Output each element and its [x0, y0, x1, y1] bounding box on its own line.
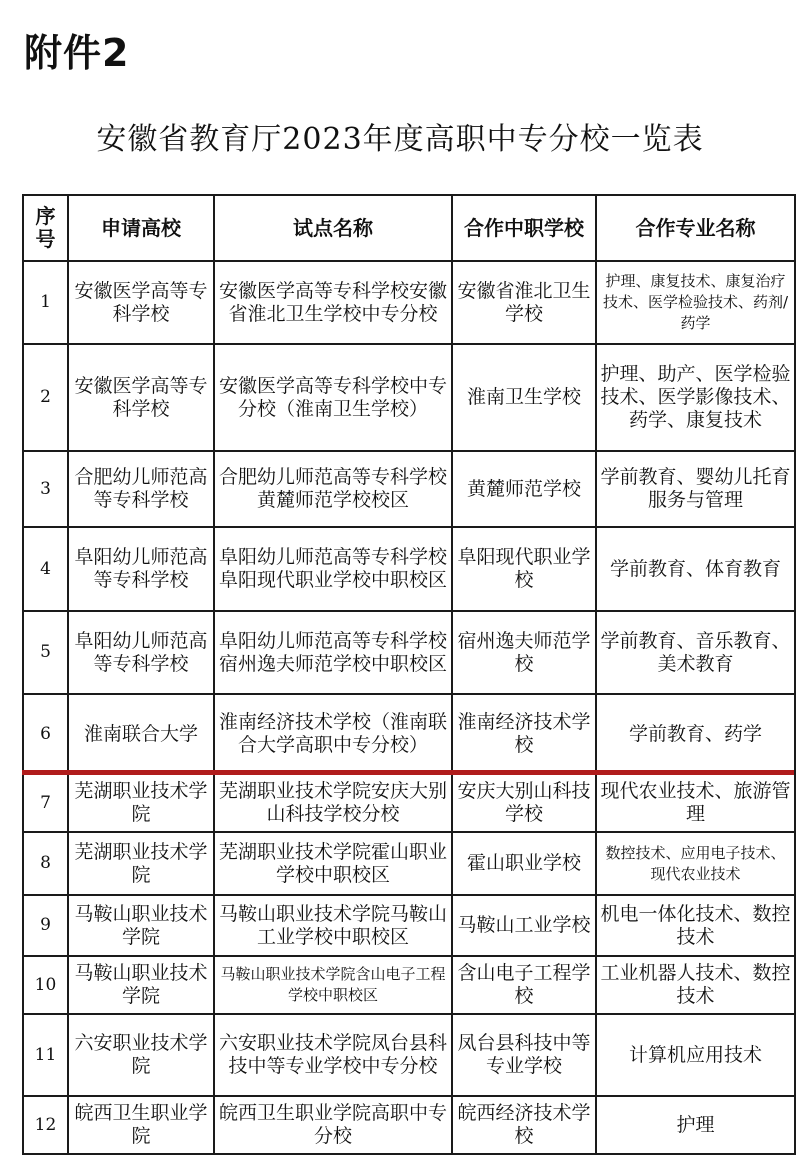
partner-school: 含山电子工程学校 — [452, 956, 596, 1014]
applying-college: 芜湖职业技术学院 — [68, 774, 214, 832]
header-index: 序号 — [23, 195, 68, 261]
pilot-name: 六安职业技术学院凤台县科技中等专业学校中专分校 — [214, 1014, 452, 1096]
table-header-row — [23, 195, 795, 261]
partner-school: 阜阳现代职业学校 — [452, 527, 596, 611]
row-index: 11 — [23, 1014, 68, 1096]
majors: 护理、助产、医学检验技术、医学影像技术、药学、康复技术 — [596, 344, 795, 451]
applying-college: 合肥幼儿师范高等专科学校 — [68, 451, 214, 527]
pilot-name: 安徽医学高等专科学校安徽省淮北卫生学校中专分校 — [214, 261, 452, 344]
row-index: 5 — [23, 611, 68, 694]
table-row — [23, 774, 795, 832]
table-row — [23, 1014, 795, 1096]
majors: 计算机应用技术 — [596, 1014, 795, 1096]
majors: 数控技术、应用电子技术、现代农业技术 — [596, 832, 795, 895]
row-index: 6 — [23, 694, 68, 774]
partner-school: 皖西经济技术学校 — [452, 1096, 596, 1154]
pilot-name: 皖西卫生职业学院高职中专分校 — [214, 1096, 452, 1154]
table-row — [23, 611, 795, 694]
table-row — [23, 527, 795, 611]
applying-college: 淮南联合大学 — [68, 694, 214, 774]
table-row — [23, 895, 795, 956]
table-row — [23, 694, 795, 774]
row-index: 3 — [23, 451, 68, 527]
pilot-name: 安徽医学高等专科学校中专分校（淮南卫生学校） — [214, 344, 452, 451]
row-index: 8 — [23, 832, 68, 895]
partner-school: 淮南卫生学校 — [452, 344, 596, 451]
majors: 学前教育、药学 — [596, 694, 795, 774]
partner-school: 黄麓师范学校 — [452, 451, 596, 527]
school-list-table — [22, 194, 796, 1155]
row-index: 1 — [23, 261, 68, 344]
partner-school: 宿州逸夫师范学校 — [452, 611, 596, 694]
partner-school: 安庆大别山科技学校 — [452, 774, 596, 832]
partner-school: 淮南经济技术学校 — [452, 694, 596, 774]
pilot-name: 阜阳幼儿师范高等专科学校宿州逸夫师范学校中职校区 — [214, 611, 452, 694]
majors: 学前教育、音乐教育、美术教育 — [596, 611, 795, 694]
applying-college: 马鞍山职业技术学院 — [68, 895, 214, 956]
majors: 学前教育、体育教育 — [596, 527, 795, 611]
majors: 工业机器人技术、数控技术 — [596, 956, 795, 1014]
row-index: 10 — [23, 956, 68, 1014]
attachment-label: 附件2 — [24, 31, 130, 75]
pilot-name: 马鞍山职业技术学院马鞍山工业学校中职校区 — [214, 895, 452, 956]
row-index: 12 — [23, 1096, 68, 1154]
pilot-name: 淮南经济技术学校（淮南联合大学高职中专分校） — [214, 694, 452, 774]
majors: 护理 — [596, 1096, 795, 1154]
header-applying-college: 申请高校 — [68, 195, 214, 261]
applying-college: 芜湖职业技术学院 — [68, 832, 214, 895]
pilot-name: 马鞍山职业技术学院含山电子工程学校中职校区 — [214, 956, 452, 1014]
table-row — [23, 956, 795, 1014]
majors: 现代农业技术、旅游管理 — [596, 774, 795, 832]
pilot-name: 合肥幼儿师范高等专科学校黄麓师范学校校区 — [214, 451, 452, 527]
row-index: 2 — [23, 344, 68, 451]
applying-college: 马鞍山职业技术学院 — [68, 956, 214, 1014]
majors: 学前教育、婴幼儿托育服务与管理 — [596, 451, 795, 527]
header-partner-school: 合作中职学校 — [452, 195, 596, 261]
partner-school: 凤台县科技中等专业学校 — [452, 1014, 596, 1096]
pilot-name: 芜湖职业技术学院安庆大别山科技学校分校 — [214, 774, 452, 832]
pilot-name: 芜湖职业技术学院霍山职业学校中职校区 — [214, 832, 452, 895]
majors: 护理、康复技术、康复治疗技术、医学检验技术、药剂/药学 — [596, 261, 795, 344]
pilot-name: 阜阳幼儿师范高等专科学校阜阳现代职业学校中职校区 — [214, 527, 452, 611]
applying-college: 安徽医学高等专科学校 — [68, 344, 214, 451]
partner-school: 马鞍山工业学校 — [452, 895, 596, 956]
table-row — [23, 261, 795, 344]
document-title: 安徽省教育厅2023年度高职中专分校一览表 — [96, 122, 704, 157]
header-majors: 合作专业名称 — [596, 195, 795, 261]
applying-college: 安徽医学高等专科学校 — [68, 261, 214, 344]
table-row — [23, 832, 795, 895]
table-row — [23, 1096, 795, 1154]
row-index: 4 — [23, 527, 68, 611]
partner-school: 安徽省淮北卫生学校 — [452, 261, 596, 344]
table-row — [23, 451, 795, 527]
table-row — [23, 344, 795, 451]
applying-college: 六安职业技术学院 — [68, 1014, 214, 1096]
partner-school: 霍山职业学校 — [452, 832, 596, 895]
header-pilot-name: 试点名称 — [214, 195, 452, 261]
majors: 机电一体化技术、数控技术 — [596, 895, 795, 956]
red-divider-line — [22, 770, 794, 775]
applying-college: 阜阳幼儿师范高等专科学校 — [68, 611, 214, 694]
applying-college: 阜阳幼儿师范高等专科学校 — [68, 527, 214, 611]
applying-college: 皖西卫生职业学院 — [68, 1096, 214, 1154]
row-index: 9 — [23, 895, 68, 956]
row-index: 7 — [23, 774, 68, 832]
